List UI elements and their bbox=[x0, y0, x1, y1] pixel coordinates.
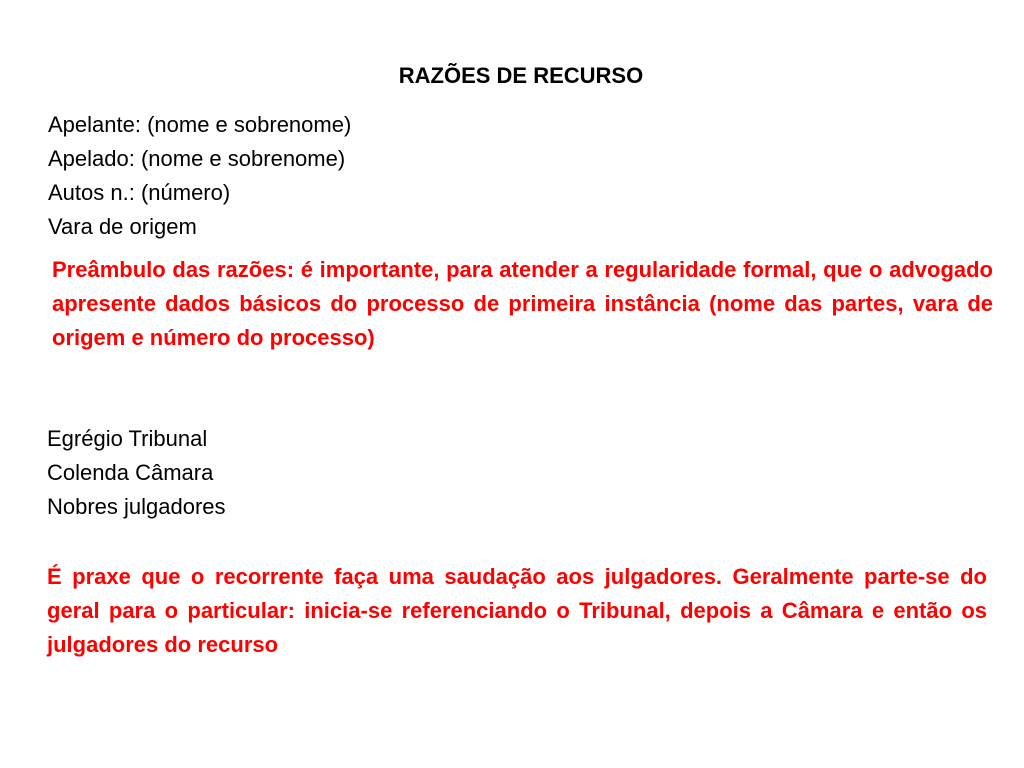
appellant-line: Apelante: (nome e sobrenome) bbox=[48, 112, 352, 137]
case-header bbox=[48, 108, 351, 244]
greeting-chamber: Colenda Câmara bbox=[47, 460, 214, 485]
case-number-line: Autos n.: (número) bbox=[48, 180, 231, 205]
greeting-tribunal: Egrégio Tribunal bbox=[47, 426, 208, 451]
greeting-judges: Nobres julgadores bbox=[47, 494, 226, 519]
page-title: RAZÕES DE RECURSO bbox=[398, 63, 644, 88]
court-of-origin-line: Vara de origem bbox=[48, 214, 197, 239]
greeting-block bbox=[47, 422, 226, 524]
preamble-note: Preâmbulo das razões: é importante, para atender a regularidade formal, que o advogado apresente dados básicos do processo de primeira instância (nome das partes, vara de origem e número do processo) bbox=[52, 257, 993, 350]
greeting-note: É praxe que o recorrente faça uma saudação aos julgadores. Geralmente parte-se do geral para o particular: inicia-se referenciando o Tribunal, depois a Câmara e então os julgadores do recurso bbox=[47, 564, 987, 657]
appellee-line: Apelado: (nome e sobrenome) bbox=[48, 146, 346, 171]
